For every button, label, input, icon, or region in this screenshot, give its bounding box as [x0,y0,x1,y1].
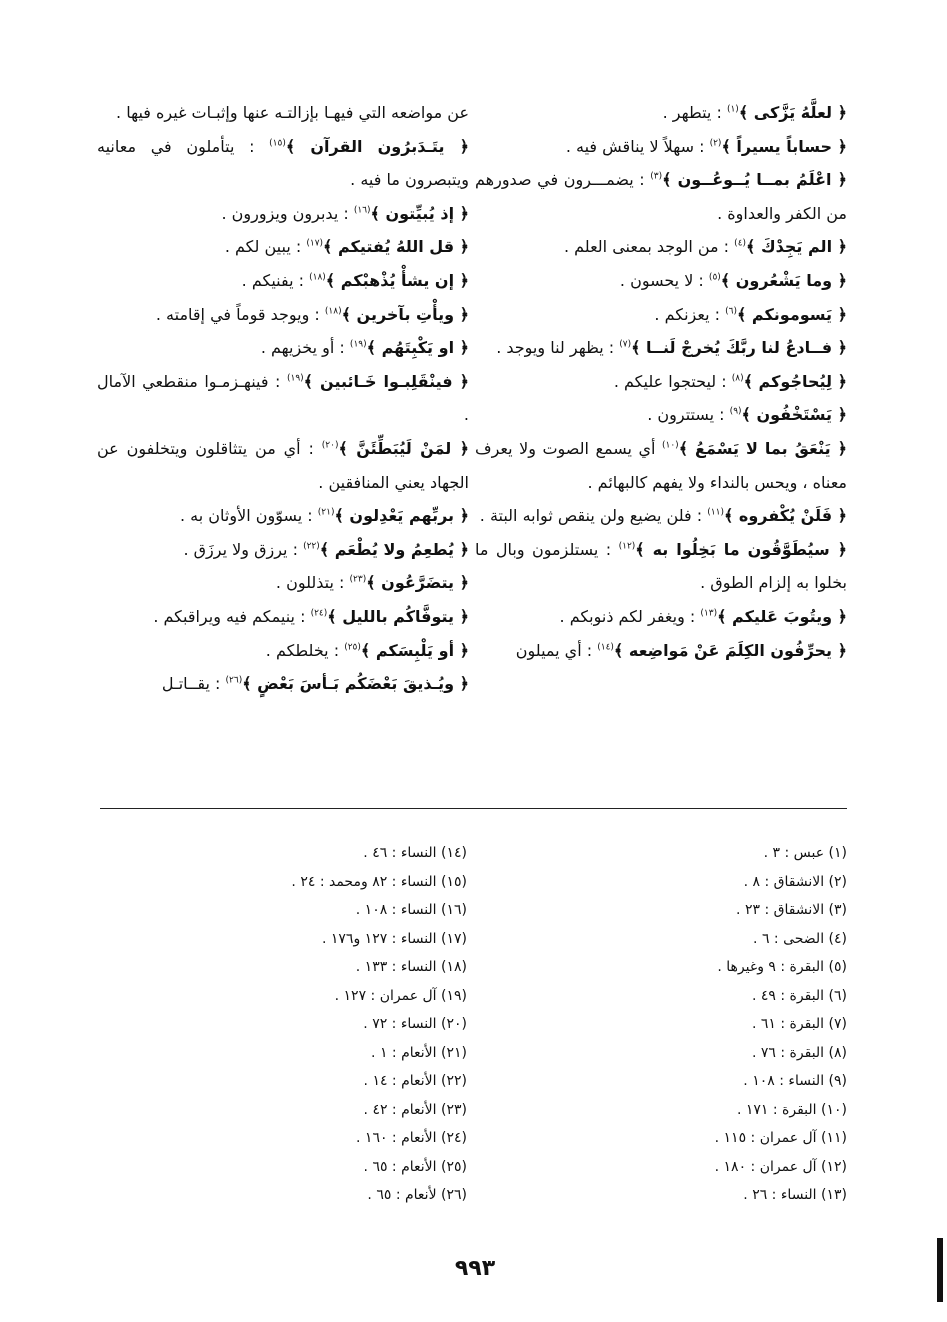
entry [97,365,469,432]
definition: : يعزنكم . [654,304,721,324]
quran-phrase: ﴿ فينْقَلِبـوا خَـائبين ﴾ [303,371,470,391]
footnote-mark: (٢٢) [303,541,320,552]
quran-phrase: ﴿ يتضَرَّعُون ﴾ [366,573,469,593]
footnote-mark: (٢١) [317,507,335,518]
entry [475,533,847,600]
definition: : يستترون . [647,405,725,425]
definition: عن مواضعه التي فيهـا بإزالتـه عنها وإثبـات غيره فيها . [116,103,469,122]
footnote: (٢) الانشقاق : ٨ . [743,873,847,890]
footnote-mark: (١٠) [661,440,679,451]
footnote-mark: (١١) [707,507,724,518]
footnote-mark: (١٢) [618,541,636,552]
quran-phrase: ﴿ حساباً يسيراً ﴾ [721,136,847,156]
footnote-mark: (١٥) [269,138,286,149]
footnote-mark: (٢٦) [225,675,243,686]
footnote: (٢٢) الأنعام : ١٤ . [363,1073,467,1089]
footnote: (١١) آل عمران : ١١٥ . [714,1130,847,1146]
entry [97,634,469,668]
footnote-mark: (١٨) [309,272,326,283]
quran-phrase: ﴿ ويأْتِ بآخرين ﴾ [341,304,469,324]
quran-phrase: ﴿ سيُطَوَّقُون ما بَخِلُوا به ﴾ [635,539,847,559]
footnote: (٥) البقرة : ٩ وغيرها . [717,959,847,975]
footnote: (٦) البقرة : ٤٩ . [751,987,847,1004]
definition: : يرزق ولا يرزَق . [183,539,298,559]
entry [475,365,847,399]
footnote-mark: (١٩) [349,339,367,350]
definition: : يظهر لنا ويوجد . [496,338,615,358]
entry [97,566,469,600]
footnote-mark: (١) [726,104,739,115]
quran-phrase: ﴿ يُطعِمُ ولا يُطْعَم ﴾ [319,539,469,559]
quran-phrase: ﴿ او يَكْبِتَهُم ﴾ [366,338,469,358]
entry [97,197,469,231]
definition: : ليحتجوا عليكم . [613,371,727,391]
scan-edge-mark [937,1238,943,1302]
definition: : فينهـزمـوا منقطعي الآمال . [97,371,469,425]
footnote-mark: (١٧) [306,239,324,250]
footnote: (١٨) النساء : ١٣٣ . [355,959,467,975]
footnote: (٢٠) النساء : ٧٢ . [363,1016,467,1032]
quran-phrase: ﴿ بربِّهم يَعْدِلون ﴾ [334,506,469,526]
definition: : ويغفر لكم ذنوبكم . [559,606,696,626]
entry [475,499,847,533]
footnote-mark: (١٣) [700,608,718,619]
footnote-mark: (١٩) [286,373,304,384]
entry [97,96,469,130]
footnote: (١٤) النساء : ٤٦ . [363,845,467,861]
footnote-mark: (٢٥) [344,642,361,653]
quran-phrase: ﴿ يَنْعَقُ بما لا يَسْمَعُ ﴾ [678,438,847,458]
entry [475,163,847,230]
entry [475,298,847,332]
quran-phrase: ﴿ ويتُوبَ عَليكم ﴾ [717,606,847,626]
definition: : يستلزمون وبال ما بخلوا به إلزام الطوق . [475,539,847,593]
footnote-mark: (١٦) [353,205,371,216]
footnote: (١٧) النساء : ١٢٧ و١٧٦ . [321,930,467,947]
quran-phrase: ﴿ يتَـدَبرُون القرآن ﴾ [285,136,470,156]
footnote-mark: (٥) [708,272,721,283]
definition: : يتطهر . [662,103,722,122]
entry [97,533,469,567]
footnote-mark: (٢٤) [310,608,328,619]
footnote: (١) عبس : ٣ . [763,845,847,861]
entry [97,230,469,264]
definition: : يتأملون في معانيه ويتبصرون ما فيه . [97,136,469,190]
quran-phrase: ﴿ إذ يُبيِّتون ﴾ [370,203,469,223]
footnote: (٨) البقرة : ٧٦ . [751,1044,847,1061]
footnotes-right [477,839,847,1210]
quran-phrase: ﴿ فَلَنْ يُكْفروه ﴾ [723,506,847,526]
definition: : أي من يتثاقلون ويتخلفون عن الجهاد يعني المنافقين . [97,438,469,492]
quran-phrase: ﴿ لعلَّهُ يَزَّكى ﴾ [738,103,847,122]
entry [97,499,469,533]
footnote: (٢٣) الأنعام : ٤٢ . [363,1101,467,1118]
quran-phrase: ﴿ الم يَجِدْكَ ﴾ [746,237,847,257]
definition: : سهلاً لا يناقش فيه . [565,136,705,156]
footnote: (٤) الضحى : ٦ . [753,930,847,947]
entry [97,130,469,197]
definition: أي يسمع الصوت ولا يعرف معناه ، ويحس بالنداء ولا يفهم كالبهائم . [475,438,847,492]
footnote-mark: (٢٣) [349,574,367,585]
entry [97,600,469,634]
footnote-mark: (٤) [734,239,747,250]
footnote: (٣) الانشقاق : ٢٣ . [736,902,847,918]
footnote-mark: (٩) [729,407,742,418]
footnote-mark: (٢) [709,138,722,149]
definition: : أو يخزيهم . [260,338,345,358]
footnote: (١٦) النساء : ١٠٨ . [355,902,467,918]
definition: : يدبرون ويزورون . [221,203,349,223]
entry [97,298,469,332]
quran-phrase: ﴿ ويُـذيقَ بَعْضَكُم بَـأسَ بَعْضٍ ﴾ [242,674,469,694]
footnote: (١٩) آل عمران : ١٢٧ . [334,987,467,1004]
footnotes-left [97,839,467,1210]
definition: : ويوجد قوماً في إقامته . [155,304,320,324]
entry [475,600,847,634]
footnote: (٢٤) الأنعام : ١٦٠ . [356,1130,467,1146]
quran-phrase: ﴿ لمَنْ لَيُبَطِّئَنَّ ﴾ [338,438,470,458]
entry [475,96,847,130]
definition: : أي يميلون [515,640,593,660]
footnote: (٢١) الأنعام : ١ . [371,1044,467,1061]
footnote-divider [100,808,847,809]
footnote-mark: (٣) [650,171,663,182]
entry [475,634,847,668]
entry [97,667,469,701]
right-column [475,96,847,667]
quran-phrase: ﴿ يحرِّفُون الكِلَمَ عَنْ مَواضِعه ﴾ [613,640,847,660]
footnote: (١٣) النساء : ٢٦ . [743,1187,847,1203]
entry [475,230,847,264]
definition: : يتذللون . [275,573,345,593]
quran-phrase: ﴿ يتوفَّاكُم بالليل ﴾ [327,606,469,626]
footnote-mark: (١٨) [324,306,342,317]
footnote: (٢٦) لأنعام : ٦٥ . [367,1187,467,1203]
quran-phrase: ﴿ قل اللهُ يُفتيكم ﴾ [323,237,469,257]
entry [475,130,847,164]
page-number: ٩٩٣ [454,1256,496,1281]
quran-phrase: ﴿ فــادعُ لنا ربَّكَ يُخرجْ لَنــا ﴾ [631,338,847,358]
entry [97,331,469,365]
footnote: (١٥) النساء : ٨٢ ومحمد : ٢٤ . [291,873,467,890]
definition: : فلن يضيع ولن ينقص ثوابه البتة . [479,506,703,526]
entry [475,398,847,432]
definition: : يفنيكم . [241,270,304,290]
footnote-mark: (٢٠) [321,440,339,451]
footnote: (١٠) البقرة : ١٧١ . [736,1101,847,1118]
footnote: (٢٥) الأنعام : ٦٥ . [363,1158,467,1175]
quran-phrase: ﴿ وما يَشْعُرون ﴾ [720,270,847,290]
quran-phrase: ﴿ اعْلَمُ بمــا يُــوعُــون ﴾ [662,170,847,190]
definition: : يسوّون الأوثان به . [179,506,313,526]
definition: : يقــاتـل [161,674,221,694]
definition: : يضمـــرون في صدورهم من الكفر والعداوة . [475,170,847,223]
footnote: (٩) النساء : ١٠٨ . [743,1073,847,1089]
definition: : يخلطكم . [265,640,340,660]
definition: : لا يحسون . [619,270,704,290]
footnote-mark: (١٤) [597,642,614,653]
quran-phrase: ﴿ إن يشأْ يُذْهبْكم ﴾ [325,270,469,290]
definition: : من الوجد بمعنى العلم . [563,237,730,257]
entry [475,331,847,365]
footnote-mark: (٦) [725,306,737,317]
left-column [97,96,469,701]
footnote: (١٢) آل عمران : ١٨٠ . [714,1158,847,1175]
quran-phrase: ﴿ لِيُحاجُوكم ﴾ [743,371,847,391]
footnote: (٧) البقرة : ٦١ . [751,1016,847,1032]
entry [97,432,469,499]
entry [475,264,847,298]
footnote-mark: (٧) [619,339,632,350]
definition: : ينيمكم فيه ويراقبكم . [153,606,306,626]
quran-phrase: ﴿ يَسْتَخْفُون ﴾ [741,405,847,425]
entry [97,264,469,298]
definition: : يبين لكم . [224,237,302,257]
quran-phrase: ﴿ أو يَلْبِسَكم ﴾ [360,640,469,660]
entry [475,432,847,499]
footnote-mark: (٨) [731,373,744,384]
quran-phrase: ﴿ يَسومونكم ﴾ [736,304,847,324]
